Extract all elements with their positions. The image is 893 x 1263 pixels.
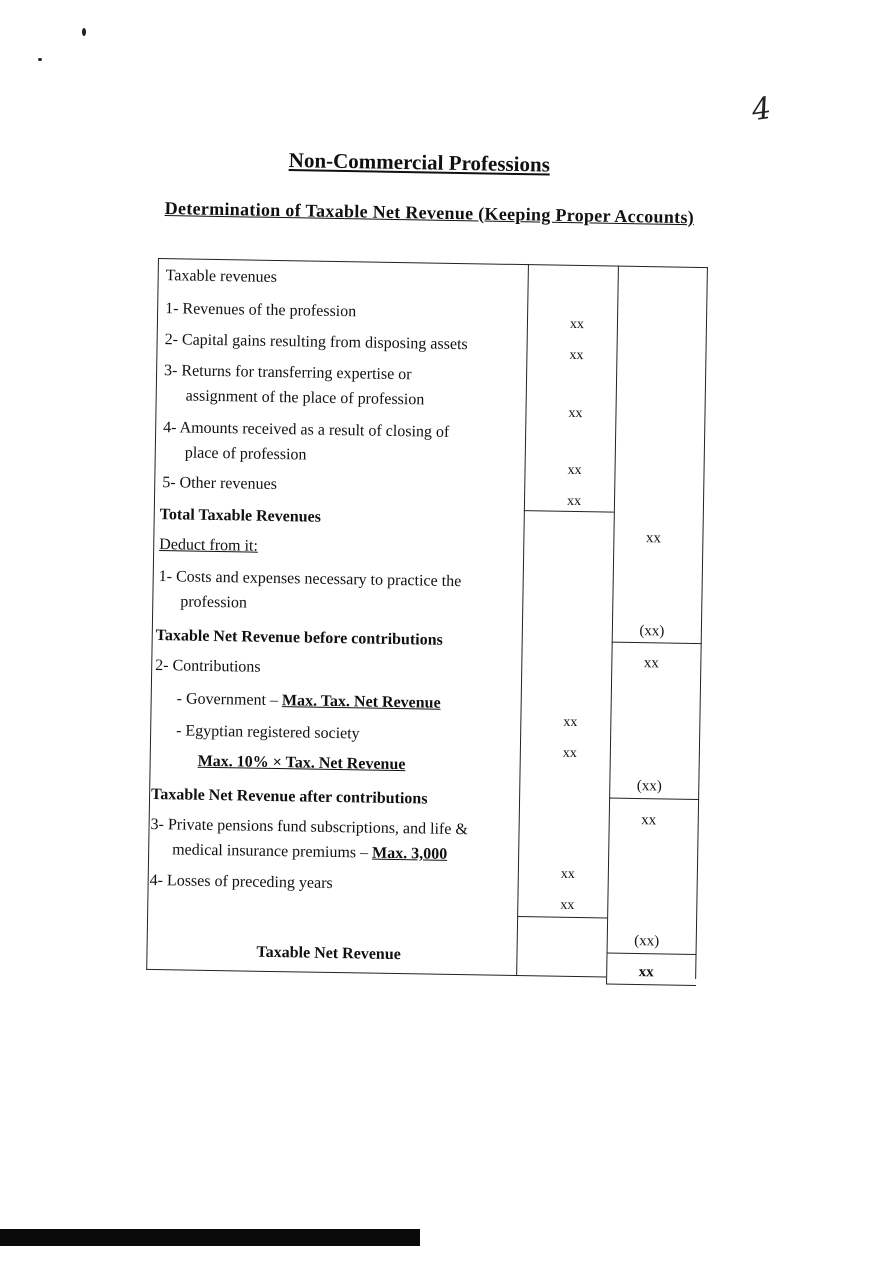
- row-amounts-closing-cont: place of profession: [184, 444, 307, 464]
- row-deduct-heading: Deduct from it:: [159, 536, 259, 555]
- amount-government-contribution: xx: [563, 714, 578, 731]
- total-taxable-revenues-amount: xx: [645, 530, 662, 547]
- subtotal-rule-2: [517, 916, 607, 918]
- table-top-border: [158, 258, 708, 268]
- amount-losses-preceding-years: xx: [560, 897, 575, 913]
- subtotal-rule-1: [524, 510, 614, 512]
- scan-speck: [38, 58, 42, 61]
- scan-speck: [82, 28, 86, 36]
- row-returns-expertise: 3- Returns for transferring expertise or: [163, 362, 412, 384]
- row-net-after-contributions: Taxable Net Revenue after contributions: [150, 785, 428, 808]
- row-costs-expenses-cont: profession: [180, 593, 248, 612]
- total-rule-2: [609, 798, 699, 800]
- row-government-contribution: [177, 690, 441, 712]
- amount-egyptian-society: xx: [562, 745, 577, 762]
- page-number: 4: [749, 90, 774, 129]
- row-taxable-net-revenue: Taxable Net Revenue: [256, 943, 401, 964]
- amount-pensions-insurance: xx: [560, 866, 575, 882]
- net-after-contributions-amount: xx: [641, 812, 657, 829]
- section-subtitle: Determination of Taxable Net Revenue (Keeping Proper Accounts): [164, 197, 695, 228]
- government-max-label: Max. Tax. Net Revenue: [281, 692, 441, 712]
- row-net-before-contributions: Taxable Net Revenue before contributions: [155, 627, 443, 649]
- amount-amounts-closing: xx: [567, 462, 582, 479]
- costs-deduction-amount: (xx): [639, 623, 665, 640]
- row-returns-expertise-cont: assignment of the place of profession: [185, 387, 425, 409]
- amount-capital-gains: xx: [569, 347, 584, 364]
- row-revenues-of-profession: 1- Revenues of the profession: [165, 300, 357, 321]
- taxable-net-revenue-amount: xx: [638, 964, 654, 981]
- pensions-losses-deduction-amount: (xx): [634, 932, 660, 950]
- row-other-revenues: 5- Other revenues: [162, 474, 278, 494]
- pensions-max-label: Max. 3,000: [371, 844, 448, 863]
- scan-edge-bar: [0, 1229, 420, 1246]
- column-divider-2: [606, 266, 619, 985]
- row-pensions-insurance-cont: [172, 841, 447, 864]
- row-losses-preceding-years: 4- Losses of preceding years: [149, 871, 333, 892]
- government-label: - Government –: [176, 690, 283, 710]
- net-before-contributions-amount: xx: [643, 655, 659, 672]
- column-divider-1: [516, 264, 529, 976]
- row-egyptian-society: - Egyptian registered society: [176, 722, 360, 743]
- total-rule-1: [612, 642, 702, 644]
- row-taxable-revenues-label: Taxable revenues: [165, 267, 278, 286]
- amount-other-revenues: xx: [566, 493, 582, 510]
- revenue-statement-table: [146, 258, 708, 987]
- row-amounts-closing: 4- Amounts received as a result of closing of: [163, 419, 450, 441]
- row-pensions-insurance: 3- Private pensions fund subscriptions, and life &: [150, 815, 469, 839]
- row-total-taxable-revenues: Total Taxable Revenues: [159, 506, 322, 526]
- table-right-border: [695, 267, 708, 979]
- pensions-label: medical insurance premiums –: [172, 841, 373, 862]
- table-left-border: [146, 258, 159, 970]
- net-total-bottom-border: [606, 984, 696, 986]
- row-contributions: 2- Contributions: [155, 657, 261, 676]
- page-title: Non-Commercial Professions: [288, 148, 551, 177]
- amount-returns-expertise: xx: [568, 405, 583, 422]
- table-bottom-border: [146, 969, 606, 978]
- amount-revenues-of-profession: xx: [569, 316, 585, 333]
- total-rule-3: [607, 953, 697, 955]
- row-capital-gains: 2- Capital gains resulting from disposing assets: [164, 331, 468, 354]
- row-egyptian-society-max: Max. 10% × Tax. Net Revenue: [197, 752, 406, 774]
- row-costs-expenses: 1- Costs and expenses necessary to practice the: [158, 568, 462, 591]
- contributions-deduction-amount: (xx): [636, 778, 662, 795]
